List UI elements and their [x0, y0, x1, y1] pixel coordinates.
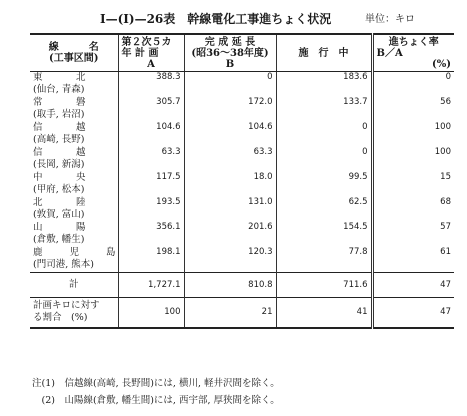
in-progress-cell: 154.5	[276, 222, 372, 247]
plan-cell: 198.1	[118, 247, 184, 273]
ratio-label: 計画キロに対す る割合 (%)	[30, 298, 118, 328]
ratio-plan: 100	[118, 298, 184, 328]
header-in-progress: 施 行 中	[276, 34, 372, 72]
total-label: 計	[30, 273, 118, 298]
in-progress-cell: 0	[276, 122, 372, 147]
in-progress-cell: 77.8	[276, 247, 372, 273]
plan-cell: 388.3	[118, 72, 184, 98]
completed-cell: 18.0	[184, 172, 276, 197]
ratio-completed: 21	[184, 298, 276, 328]
table-title: I—(I)—26表 幹線電化工事進ちょく状況	[100, 12, 332, 26]
table-row	[30, 147, 454, 172]
completed-cell: 63.3	[184, 147, 276, 172]
rate-cell: 56	[372, 97, 454, 122]
header-rate: 進ちょく率 B／A (%)	[372, 34, 454, 72]
in-progress-cell: 62.5	[276, 197, 372, 222]
table-row	[30, 222, 454, 247]
total-in-progress: 711.6	[276, 273, 372, 298]
plan-cell: 117.5	[118, 172, 184, 197]
plan-cell: 305.7	[118, 97, 184, 122]
header-completed: 完 成 延 長 (昭36〜38年度) B	[184, 34, 276, 72]
table-caption	[100, 10, 415, 27]
section-cell: 東 北 (仙台, 青森)	[33, 72, 98, 95]
rate-cell: 61	[372, 247, 454, 273]
ratio-rate: 47	[372, 298, 454, 328]
completed-cell: 131.0	[184, 197, 276, 222]
section-cell: 山 陽 (倉敷, 幡生)	[33, 222, 98, 245]
completed-cell: 172.0	[184, 97, 276, 122]
rate-cell: 68	[372, 197, 454, 222]
table-row	[30, 72, 454, 98]
footnote-2: (2) 山陽線(倉敷, 幡生間)には, 西宇部, 厚狭間を除く。	[32, 395, 280, 406]
section-cell: 信 越 (長岡, 新潟)	[33, 147, 98, 170]
footnote-1: 注(1) 信越線(高崎, 長野間)には, 横川, 軽井沢間を除く。	[32, 378, 280, 389]
total-rate: 47	[372, 273, 454, 298]
rate-cell: 57	[372, 222, 454, 247]
in-progress-cell: 133.7	[276, 97, 372, 122]
plan-cell: 63.3	[118, 147, 184, 172]
electrification-table	[30, 33, 454, 329]
plan-cell: 193.5	[118, 197, 184, 222]
section-cell: 鹿 児 島 (門司港, 熊本)	[33, 247, 128, 270]
in-progress-cell: 183.6	[276, 72, 372, 98]
total-row	[30, 273, 454, 298]
footnotes	[32, 375, 280, 409]
table-row	[30, 172, 454, 197]
rate-cell: 0	[372, 72, 454, 98]
completed-cell: 120.3	[184, 247, 276, 273]
ratio-row	[30, 298, 454, 328]
in-progress-cell: 99.5	[276, 172, 372, 197]
section-cell: 中 央 (甲府, 松本)	[33, 172, 98, 195]
plan-cell: 356.1	[118, 222, 184, 247]
table-row	[30, 97, 454, 122]
total-plan: 1,727.1	[118, 273, 184, 298]
header-row	[30, 34, 454, 72]
table-row	[30, 197, 454, 222]
rate-cell: 15	[372, 172, 454, 197]
in-progress-cell: 0	[276, 147, 372, 172]
table-row	[30, 247, 454, 273]
header-section: 線 名 (工事区間)	[30, 34, 118, 72]
completed-cell: 104.6	[184, 122, 276, 147]
table-row	[30, 122, 454, 147]
unit-label: 単位：キロ	[365, 14, 415, 25]
section-cell: 北 陸 (敦賀, 富山)	[33, 197, 98, 220]
rate-cell: 100	[372, 122, 454, 147]
header-plan: 第２次５カ 年 計 画 A	[118, 34, 184, 72]
completed-cell: 201.6	[184, 222, 276, 247]
total-completed: 810.8	[184, 273, 276, 298]
completed-cell: 0	[184, 72, 276, 98]
rate-cell: 100	[372, 147, 454, 172]
section-cell: 信 越 (高崎, 長野)	[33, 122, 98, 145]
section-cell: 常 磐 (取手, 岩沼)	[33, 97, 98, 120]
ratio-in-progress: 41	[276, 298, 372, 328]
plan-cell: 104.6	[118, 122, 184, 147]
